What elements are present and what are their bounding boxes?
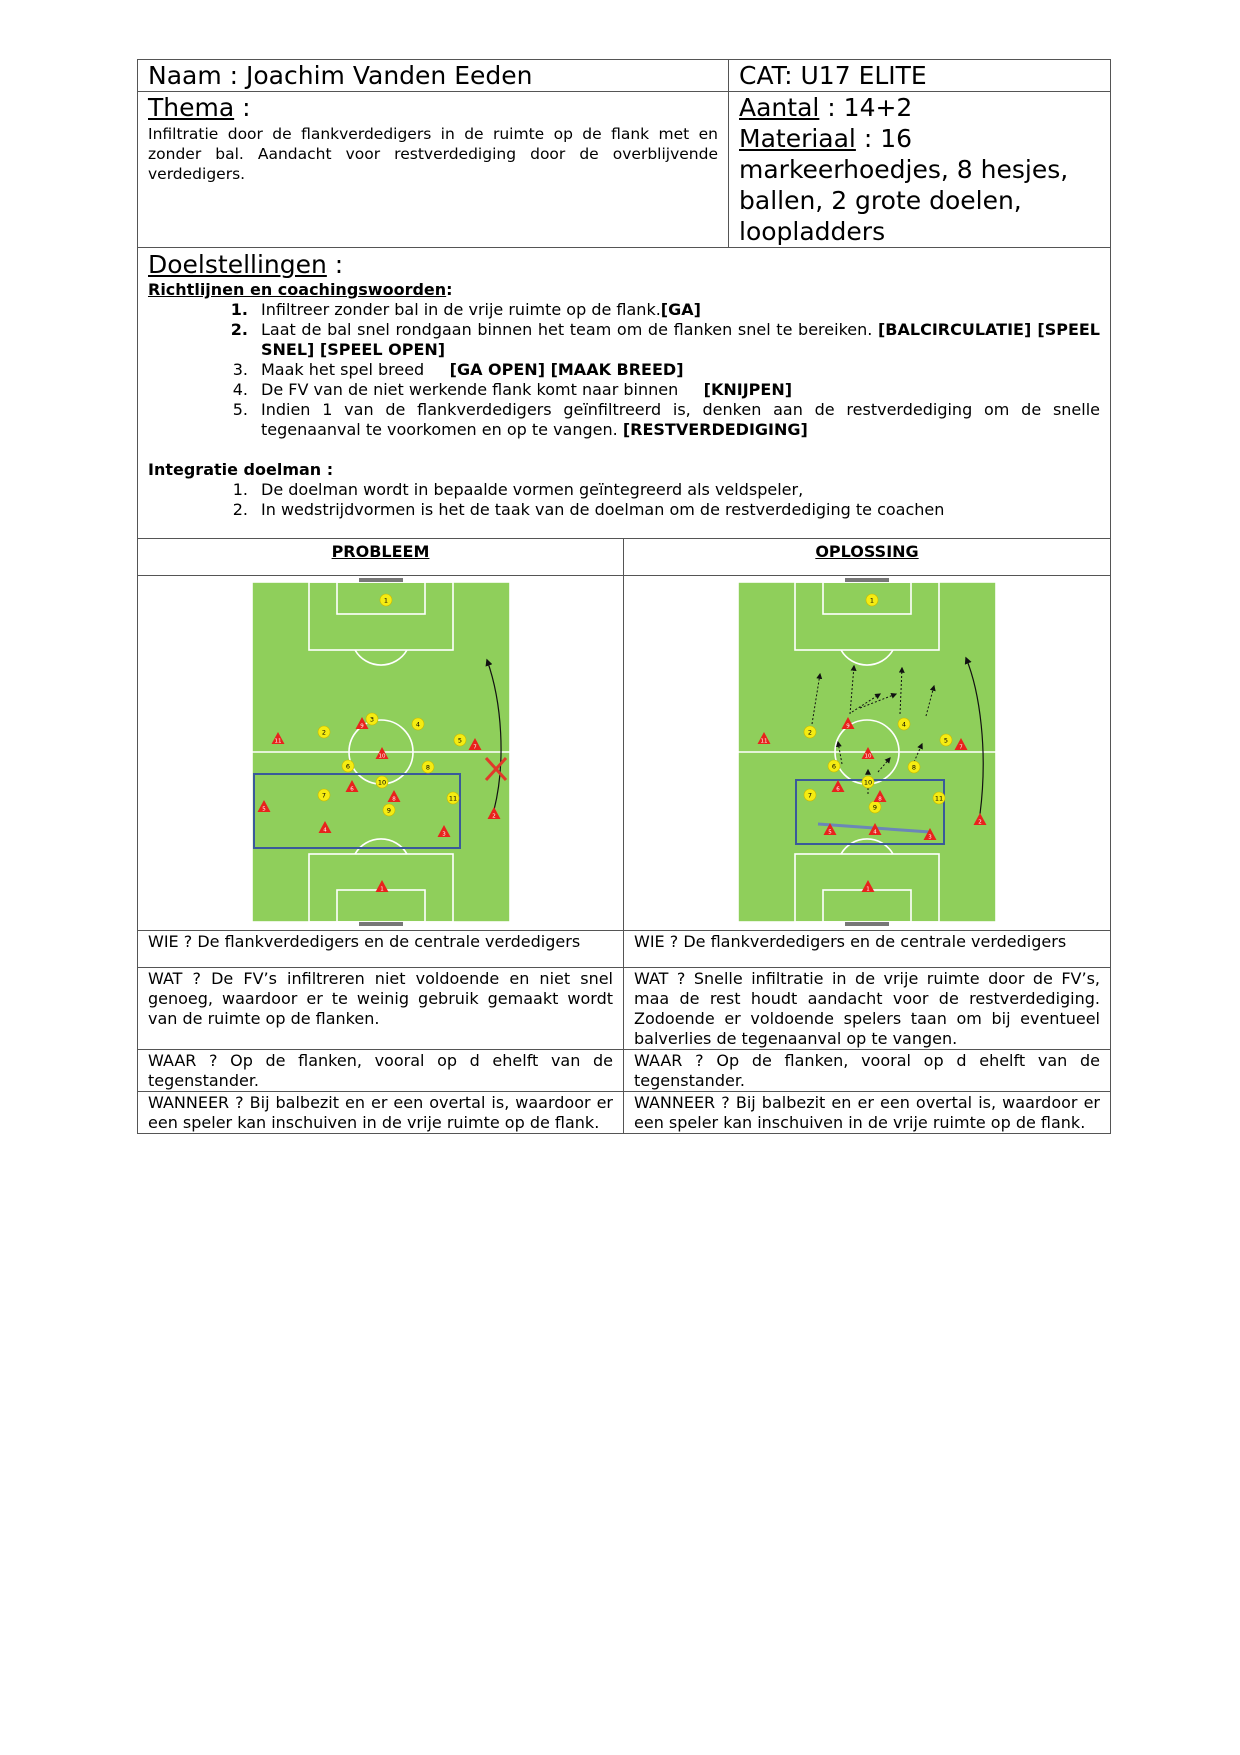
red-player-number: 8 (878, 796, 882, 803)
category-cell (729, 60, 1111, 92)
objectives-cell (138, 248, 1111, 539)
yellow-player (933, 792, 945, 804)
objectives-colon: : (326, 250, 344, 279)
guideline-number: 5. (232, 400, 248, 419)
yellow-player-number: 10 (377, 778, 386, 787)
yellow-player-number: 6 (831, 762, 837, 771)
goalkeeper-number: 1. (232, 480, 248, 499)
where-problem: WAAR ? Op de flanken, vooral op d ehelft van de tegenstander. (138, 1050, 624, 1092)
yellow-player-number: 8 (911, 763, 917, 772)
red-player-number: 7 (959, 744, 963, 751)
yellow-player (940, 734, 952, 746)
solution-header: OPLOSSING (624, 539, 1111, 576)
when-problem: WANNEER ? Bij balbezit en er een overtal is, waardoor er een speler kan inschuiven in de vrije ruimte op de flank. (138, 1092, 624, 1134)
yellow-player-number: 3 (369, 715, 374, 724)
yellow-player (412, 718, 424, 730)
header-table (137, 59, 1111, 539)
lesson-sheet (137, 59, 1110, 1134)
red-player-number: 3 (928, 834, 932, 841)
red-player-number: 6 (836, 786, 840, 793)
yellow-player-number: 11 (934, 794, 944, 803)
red-player-number: 6 (349, 786, 354, 793)
yellow-player-number: 4 (415, 720, 420, 729)
theme-colon: : (234, 93, 251, 122)
count-value: : 14+2 (819, 93, 913, 122)
yellow-player (804, 789, 816, 801)
yellow-player-number: 2 (807, 728, 813, 737)
what-problem: WAT ? De FV’s infiltreren niet voldoende en niet snel genoeg, waardoor er te weinig gebruik gemaakt wordt van de ruimte op de flanken. (138, 968, 624, 1050)
yellow-player (318, 789, 330, 801)
yellow-player (376, 776, 388, 788)
guideline-item (148, 380, 1100, 400)
red-player-number: 1 (866, 886, 870, 893)
trainer-name: Naam : Joachim Vanden Eeden (148, 61, 533, 90)
yellow-player (454, 734, 466, 746)
red-player-number: 2 (491, 813, 496, 820)
yellow-player (383, 804, 395, 816)
yellow-player-number: 9 (386, 806, 391, 815)
yellow-player (380, 594, 392, 606)
who-problem: WIE ? De flankverdedigers en de centrale verdedigers (138, 931, 624, 968)
yellow-player-number: 9 (872, 803, 878, 812)
goalkeeper-text: In wedstrijdvormen is het de taak van de doelman om de restverdediging te coachen (261, 500, 945, 519)
material-label: Materiaal (739, 124, 856, 153)
material-value: : 16 markeerhoedjes, 8 hesjes, ballen, 2 grote doelen, loopladders (739, 124, 1069, 246)
category: CAT: U17 ELITE (739, 61, 927, 90)
guideline-item (148, 320, 1100, 360)
name-cell (138, 60, 729, 92)
red-player-number: 3 (441, 831, 446, 838)
yellow-player (804, 726, 816, 738)
bottom-goal (359, 922, 403, 926)
yellow-player-number: 5 (457, 736, 462, 745)
guideline-item (148, 360, 1100, 380)
yellow-player-number: 1 (383, 596, 388, 605)
guideline-text: Indien 1 van de flankverdedigers geïnfiltreerd is, denken aan de restverdediging om de snelle tegenaanval te voorkomen en op te vangen. (261, 400, 1106, 439)
red-player-number: 11 (760, 738, 768, 745)
who-solution: WIE ? De flankverdedigers en de centrale verdedigers (624, 931, 1111, 968)
goalkeeper-item (148, 480, 1100, 500)
yellow-player-number: 6 (345, 762, 350, 771)
yellow-player (908, 761, 920, 773)
red-player-number: 11 (274, 738, 281, 745)
count-label: Aantal (739, 93, 820, 122)
yellow-player-number: 5 (943, 736, 949, 745)
guideline-number: 1. (230, 300, 248, 319)
red-player-number: 10 (864, 753, 872, 760)
theme-cell (138, 92, 729, 248)
red-player-number: 9 (846, 723, 850, 730)
problem-pitch-diagram (244, 578, 518, 928)
guideline-item (148, 300, 1100, 320)
red-player-number: 1 (379, 886, 384, 893)
solution-pitch-diagram (730, 578, 1004, 928)
yellow-player (366, 713, 378, 725)
goalkeeper-label: Integratie doelman : (148, 460, 334, 479)
goalkeeper-item (148, 500, 1100, 520)
guideline-item (148, 400, 1106, 440)
yellow-player-number: 7 (807, 791, 813, 800)
yellow-player-number: 10 (863, 778, 873, 787)
guidelines-colon: : (446, 280, 453, 299)
what-solution: WAT ? Snelle infiltratie in de vrije ruimte door de FV’s, maa de rest houdt aandacht voor de restverdediging. Zodoende er voldoende spelers taan om bij eventueel balverlies de tegenaanval op te vangen. (624, 968, 1111, 1050)
objectives-title: Doelstellingen (148, 250, 327, 279)
when-solution: WANNEER ? Bij balbezit en er een overtal is, waardoor er een speler kan inschuiven in de vrije ruimte op de flank. (624, 1092, 1111, 1134)
guideline-keyword: [BALCIRCULATIE] [SPEEL SNEL] [SPEEL OPEN] (261, 320, 1101, 359)
guideline-keyword: [KNIJPEN] (703, 380, 793, 399)
guidelines-label: Richtlijnen en coachingswoorden (148, 280, 447, 299)
yellow-player (828, 760, 840, 772)
yellow-player-number: 2 (321, 728, 326, 737)
goalkeeper-number: 2. (232, 500, 248, 519)
guideline-keyword: [RESTVERDEDIGING] (622, 420, 808, 439)
red-player-number: 10 (378, 753, 385, 760)
yellow-player-number: 8 (425, 763, 430, 772)
red-player-number: 4 (322, 827, 327, 834)
yellow-player-number: 4 (901, 720, 907, 729)
yellow-player (342, 760, 354, 772)
problem-header: PROBLEEM (138, 539, 624, 576)
red-player-number: 9 (359, 723, 364, 730)
guideline-number: 3. (232, 360, 248, 379)
yellow-player (898, 718, 910, 730)
yellow-player (447, 792, 459, 804)
goalkeeper-list (148, 480, 1100, 520)
top-goal (845, 578, 889, 582)
solution-diagram-cell (624, 576, 1111, 931)
resources-cell (729, 92, 1111, 248)
theme-label: Thema (148, 93, 235, 122)
guideline-number: 4. (232, 380, 248, 399)
guideline-keyword: [GA] (660, 300, 701, 319)
yellow-player-number: 11 (448, 794, 457, 803)
red-player-number: 8 (391, 796, 396, 803)
guideline-number: 2. (230, 320, 248, 339)
yellow-player (318, 726, 330, 738)
theme-text: Infiltratie door de flankverdedigers in de ruimte op de flank met en zonder bal. Aandacht voor restverdediging door de overblijvende verdedigers. (148, 125, 718, 183)
goalkeeper-text: De doelman wordt in bepaalde vormen geïntegreerd als veldspeler, (261, 480, 804, 499)
yellow-player (422, 761, 434, 773)
yellow-player-number: 7 (321, 791, 326, 800)
yellow-player (862, 776, 874, 788)
yellow-player (869, 801, 881, 813)
red-player-number: 7 (472, 744, 477, 751)
guidelines-list (148, 300, 1106, 440)
yellow-player-number: 1 (869, 596, 875, 605)
bottom-goal (845, 922, 889, 926)
problem-solution-table (137, 538, 1111, 1134)
red-player-number: 5 (261, 806, 266, 813)
red-player-number: 2 (978, 819, 982, 826)
yellow-player (866, 594, 878, 606)
red-player-number: 4 (873, 829, 877, 836)
guideline-text: De FV van de niet werkende flank komt naar binnen (261, 380, 704, 399)
problem-diagram-cell (138, 576, 624, 931)
guideline-text: Infiltreer zonder bal in de vrije ruimte op de flank. (261, 300, 661, 319)
where-solution: WAAR ? Op de flanken, vooral op d ehelft van de tegenstander. (624, 1050, 1111, 1092)
guideline-text: Laat de bal snel rondgaan binnen het team om de flanken snel te bereiken. (261, 320, 878, 339)
guideline-text: Maak het spel breed (261, 360, 450, 379)
guideline-keyword: [GA OPEN] [MAAK BREED] (449, 360, 684, 379)
red-player-number: 5 (828, 829, 832, 836)
top-goal (359, 578, 403, 582)
